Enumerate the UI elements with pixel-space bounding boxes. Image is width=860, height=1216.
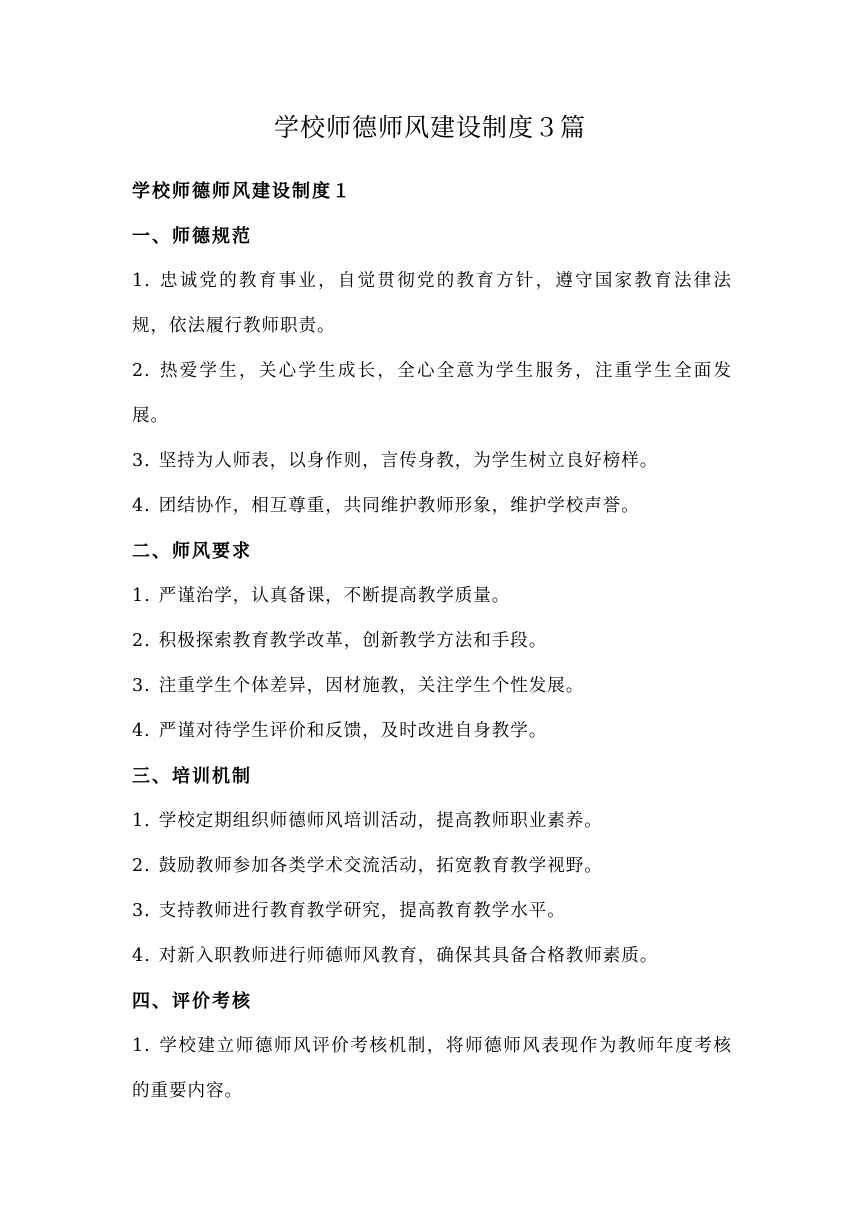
item-text: 学校定期组织师德师风培训活动，提高教师职业素养。 — [158, 811, 603, 831]
list-item — [132, 934, 732, 979]
item-number: 1. — [132, 271, 151, 291]
section-evaluation — [132, 979, 732, 1114]
item-text: 积极探索教育教学改革，创新教学方法和手段。 — [158, 631, 548, 651]
document-body — [132, 169, 732, 1114]
item-number: 2. — [132, 631, 151, 651]
list-item — [132, 349, 732, 439]
list-item — [132, 844, 732, 889]
item-text: 注重学生个体差异，因材施教，关注学生个性发展。 — [158, 676, 585, 696]
section-style-requirements — [132, 529, 732, 754]
section-heading: 三、培训机制 — [132, 766, 252, 787]
list-item — [132, 259, 732, 349]
section-heading: 一、师德规范 — [132, 226, 252, 247]
item-text: 忠诚党的教育事业，自觉贯彻党的教育方针，遵守国家教育法律法规，依法履行教师职责。 — [132, 271, 732, 336]
section-heading: 二、师风要求 — [132, 541, 252, 562]
item-number: 1. — [132, 586, 151, 606]
list-item — [132, 889, 732, 934]
item-number: 3. — [132, 451, 151, 471]
item-text: 严谨对待学生评价和反馈，及时改进自身教学。 — [158, 721, 548, 741]
item-number: 4. — [132, 496, 151, 516]
item-text: 对新入职教师进行师德师风教育，确保其具备合格教师素质。 — [158, 946, 659, 966]
item-number: 3. — [132, 901, 151, 921]
item-text: 鼓励教师参加各类学术交流活动，拓宽教育教学视野。 — [158, 856, 603, 876]
item-number: 1. — [132, 1036, 151, 1056]
item-number: 3. — [132, 676, 151, 696]
item-text: 团结协作，相互尊重，共同维护教师形象，维护学校声誉。 — [158, 496, 640, 516]
section-norms — [132, 214, 732, 529]
list-item — [132, 574, 732, 619]
list-item — [132, 619, 732, 664]
document-title: 学校师德师风建设制度３篇 — [273, 113, 586, 142]
document-subtitle: 学校师德师风建设制度１ — [132, 181, 352, 202]
item-number: 1. — [132, 811, 151, 831]
item-number: 2. — [132, 361, 151, 381]
list-item — [132, 664, 732, 709]
section-heading: 四、评价考核 — [132, 991, 252, 1012]
item-text: 学校建立师德师风评价考核机制，将师德师风表现作为教师年度考核的重要内容。 — [132, 1036, 732, 1101]
section-training — [132, 754, 732, 979]
list-item — [132, 484, 732, 529]
list-item — [132, 1024, 732, 1114]
item-text: 支持教师进行教育教学研究，提高教育教学水平。 — [158, 901, 566, 921]
list-item — [132, 709, 732, 754]
item-text: 坚持为人师表，以身作则，言传身教，为学生树立良好榜样。 — [158, 451, 659, 471]
item-text: 严谨治学，认真备课，不断提高教学质量。 — [158, 586, 511, 606]
list-item — [132, 799, 732, 844]
item-number: 4. — [132, 721, 151, 741]
item-number: 4. — [132, 946, 151, 966]
item-number: 2. — [132, 856, 151, 876]
list-item — [132, 439, 732, 484]
item-text: 热爱学生，关心学生成长，全心全意为学生服务，注重学生全面发展。 — [132, 361, 732, 426]
